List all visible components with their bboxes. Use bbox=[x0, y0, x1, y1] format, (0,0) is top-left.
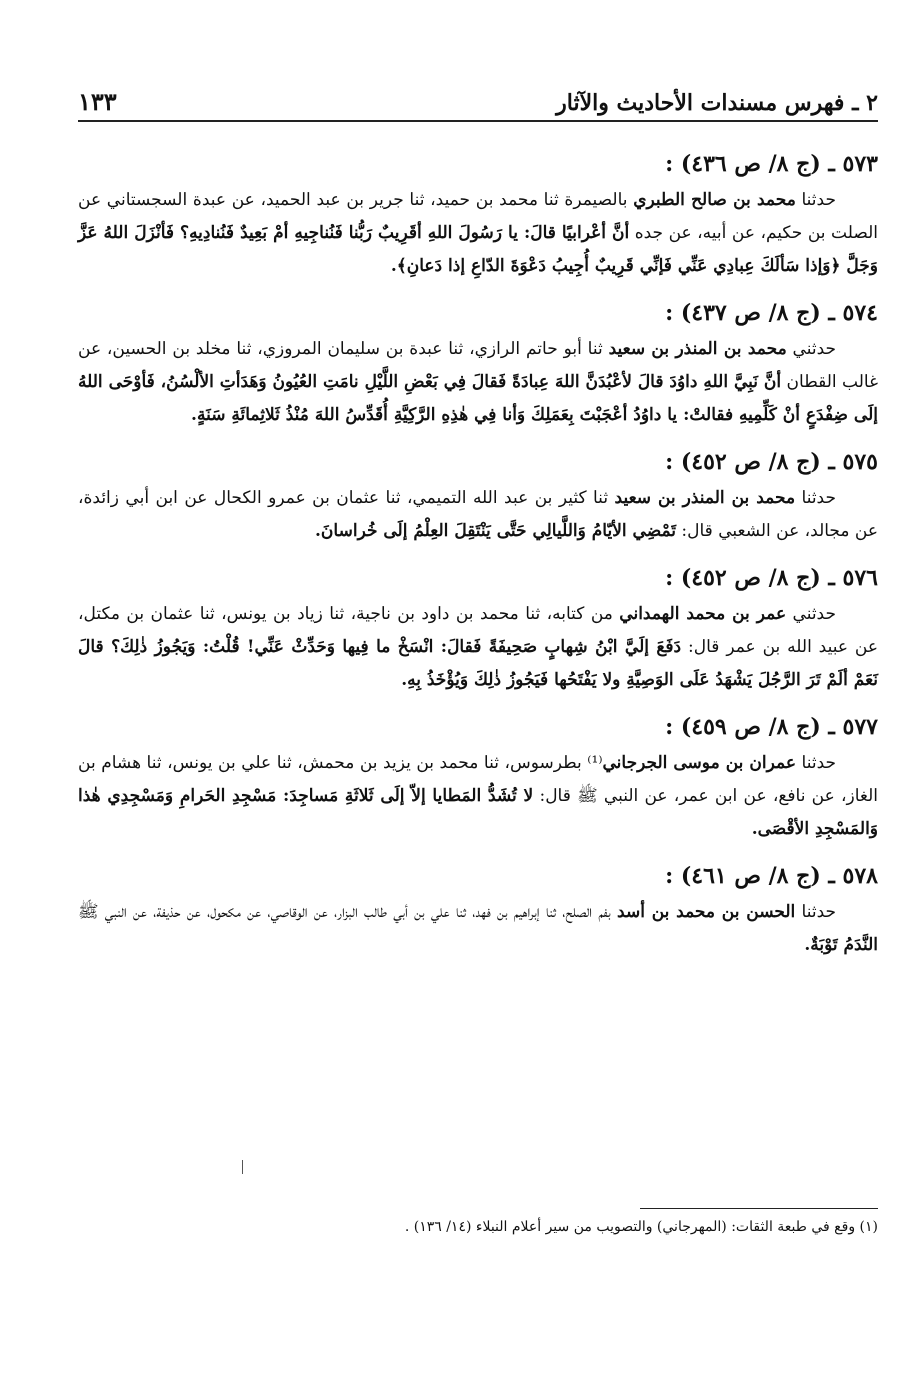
book-page bbox=[78, 72, 878, 972]
entry-heading: ٥٧٧ ـ (ج ٨/ ص ٤٥٩) : bbox=[665, 714, 878, 740]
narrator-name: محمد بن المنذر بن سعيد bbox=[614, 488, 796, 508]
narrator-name: محمد بن المنذر بن سعيد bbox=[608, 339, 787, 359]
isnad-text: بفم الصلح، ثنا إبراهيم بن فهد، ثنا علي بن أبي طالب البزار، عن الوقاصي، عن مكحول، عن حذيفة، عن النبي ﷺ bbox=[78, 902, 618, 922]
matn-text: النَّدَمُ تَوْبَةٌ. bbox=[804, 935, 878, 955]
isnad-text: ثنا أبو حاتم الرازي، ثنا عبدة بن سليمان المروزي، ثنا مخلد بن الحسين، عن غالب القطان bbox=[78, 339, 878, 392]
entry-577 bbox=[78, 707, 878, 846]
entry-lead: حدثنا bbox=[795, 902, 836, 922]
entry-heading: ٥٧٥ ـ (ج ٨/ ص ٤٥٢) : bbox=[665, 449, 878, 475]
isnad-text: ثنا كثير بن عبد الله التميمي، ثنا عثمان بن عمرو الكحال عن ابن أبي زائدة، عن مجالد، عن الشعبي قال: bbox=[78, 488, 878, 541]
entry-heading: ٥٧٦ ـ (ج ٨/ ص ٤٥٢) : bbox=[665, 565, 878, 591]
page-number: ١٣٣ bbox=[78, 87, 117, 116]
matn-text: أنَّ أعْرابيًا قالَ: يا رَسُولَ اللهِ أقَرِيبٌ رَبُّنا فَنُناجِيهِ أمْ بَعِيدٌ فَنُنادِيهِ؟ فَأنْزَلَ اللهُ عَزَّ وَجَلَّ ﴿وَإذا سَألَكَ عِبادِي عَنِّي فَإنِّي قَرِيبٌ أُجِيبُ دَعْوَةَ الدّاعِ إذا دَعانِ﴾. bbox=[78, 223, 878, 276]
header-title: ٢ ـ فهرس مسندات الأحاديث والآثار bbox=[556, 90, 878, 116]
entry-576 bbox=[78, 558, 878, 697]
scan-mark bbox=[242, 1160, 243, 1174]
matn-text: دَفَعَ إلَيَّ ابْنُ شِهابٍ صَحِيفَةً فَقالَ: انْسَخْ ما فِيها وَحَدِّثْ عَنِّي! قُلْتُ: وَيَجُوزُ ذٰلِكَ؟ قالَ نَعَمْ ألَمْ تَرَ الرَّجُلَ يَشْهَدُ عَلَى الوَصِيَّةِ ولا يَفْتَحُها فَيَجُوزُ ذٰلِكَ وَيُؤْخَذُ بِهِ. bbox=[78, 637, 878, 690]
footnote: (١) وقع في طبعة الثقات: (المهرجاني) والتصويب من سير أعلام النبلاء (١٤/ ١٣٦) . bbox=[404, 1219, 878, 1235]
entry-text bbox=[78, 333, 878, 432]
entry-heading: ٥٧٣ ـ (ج ٨/ ص ٤٣٦) : bbox=[665, 151, 878, 177]
entry-575 bbox=[78, 442, 878, 548]
entry-text bbox=[78, 482, 878, 548]
entry-lead: حدثني bbox=[786, 339, 836, 359]
narrator-name: الحسن بن محمد بن أسد bbox=[617, 902, 796, 922]
entry-lead: حدثنا bbox=[795, 190, 836, 210]
entry-heading: ٥٧٤ ـ (ج ٨/ ص ٤٣٧) : bbox=[665, 300, 878, 326]
entry-lead: حدثنا bbox=[796, 753, 836, 773]
footnote-divider bbox=[640, 1208, 878, 1209]
entry-text bbox=[78, 896, 878, 962]
matn-text: لا تُشَدُّ المَطايا إلاّ إلَى ثَلاثَةِ مَساجِدَ: مَسْجِدِ الحَرامِ وَمَسْجِدِي هٰذا وَالمَسْجِدِ الأقْصَى. bbox=[78, 786, 878, 839]
entry-list bbox=[78, 144, 878, 962]
entry-lead: حدثنا bbox=[795, 488, 836, 508]
narrator-name: عمران بن موسى الجرجاني bbox=[602, 753, 796, 773]
entry-text bbox=[78, 184, 878, 283]
isnad-text: بالصيمرة ثنا محمد بن حميد، ثنا جرير بن عبد الحميد، عن عبدة السجستاني عن الصلت بن حكيم، عن أبيه، عن جده bbox=[78, 190, 878, 243]
matn-text: أنَّ نَبِيَّ اللهِ داوُدَ قالَ لأعْبُدَنَّ اللهَ عِبادَةً فَقالَ فِي بَعْضِ اللَّيْلِ نامَتِ العُيُونُ وَهَدَأتِ الألْسُنُ، فَأوْحَى اللهُ إلَى ضِفْدَعٍ أنْ كَلِّمِيهِ فقالتْ: يا داوُدُ أعْجَبْتَ بِعَمَلِكَ وَأنا فِي هٰذِهِ الرَّكِيَّةِ أُقَدِّسُ اللهَ مُنْذُ ثَلاثِمائَةِ سَنَةٍ. bbox=[78, 372, 878, 425]
narrator-name: عمر بن محمد الهمداني bbox=[619, 604, 787, 624]
entry-lead: حدثني bbox=[786, 604, 836, 624]
entry-578 bbox=[78, 856, 878, 962]
entry-heading: ٥٧٨ ـ (ج ٨/ ص ٤٦١) : bbox=[665, 863, 878, 889]
entry-text bbox=[78, 598, 878, 697]
isnad-text: من كتابه، ثنا محمد بن داود بن ناجية، ثنا زياد بن يونس، ثنا عثمان بن مكتل، عن عبيد الله بن عمر قال: bbox=[78, 604, 878, 657]
running-header bbox=[78, 72, 878, 122]
matn-text: تَمْضِي الأيّامُ وَاللَّيالِي حَتَّى يَنْتَقِلَ العِلْمُ إلَى خُراسانَ. bbox=[315, 521, 676, 541]
entry-573 bbox=[78, 144, 878, 283]
entry-574 bbox=[78, 293, 878, 432]
isnad-text: ⁽¹⁾ بطرسوس، ثنا محمد بن يزيد بن محمش، ثنا علي بن يونس، ثنا هشام بن الغاز، عن نافع، عن ابن عمر، عن النبي ﷺ قال: bbox=[78, 753, 878, 806]
narrator-name: محمد بن صالح الطبري bbox=[633, 190, 796, 210]
entry-text bbox=[78, 747, 878, 846]
